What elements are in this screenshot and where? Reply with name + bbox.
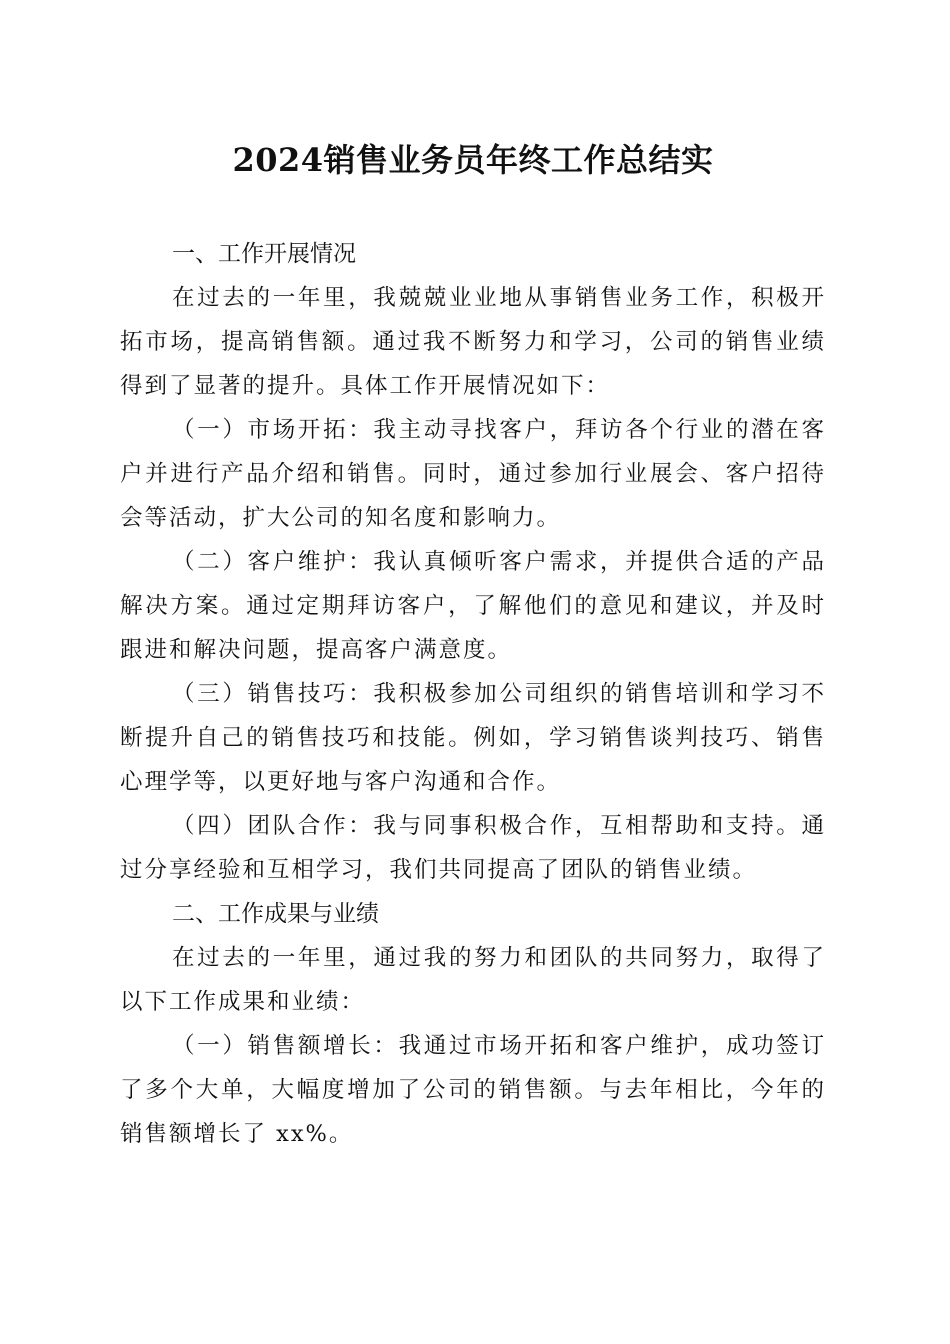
- section1-item-customer-maintenance: （二）客户维护：我认真倾听客户需求，并提供合适的产品解决方案。通过定期拜访客户，了解他们的意见和建议，并及时跟进和解决问题，提高客户满意度。: [120, 549, 826, 663]
- section1-item-teamwork: （四）团队合作：我与同事积极合作，互相帮助和支持。通过分享经验和互相学习，我们共同提高了团队的销售业绩。: [120, 813, 826, 883]
- document-title: 2024销售业务员年终工作总结实: [232, 141, 714, 179]
- section2-intro-paragraph: 在过去的一年里，通过我的努力和团队的共同努力，取得了以下工作成果和业绩：: [120, 945, 826, 1015]
- section2-item-sales-growth: （一）销售额增长：我通过市场开拓和客户维护，成功签订了多个大单，大幅度增加了公司的销售额。与去年相比，今年的销售额增长了 xx%。: [120, 1033, 826, 1147]
- document-page: [120, 138, 826, 1156]
- section1-intro-paragraph: 在过去的一年里，我兢兢业业地从事销售业务工作，积极开拓市场，提高销售额。通过我不断努力和学习，公司的销售业绩得到了显著的提升。具体工作开展情况如下：: [120, 285, 826, 399]
- section-heading-1: 一、工作开展情况: [172, 241, 356, 267]
- section1-item-sales-skills: （三）销售技巧：我积极参加公司组织的销售培训和学习不断提升自己的销售技巧和技能。例如，学习销售谈判技巧、销售心理学等，以更好地与客户沟通和合作。: [120, 681, 826, 795]
- section1-item-market-expansion: （一）市场开拓：我主动寻找客户，拜访各个行业的潜在客户并进行产品介绍和销售。同时，通过参加行业展会、客户招待会等活动，扩大公司的知名度和影响力。: [120, 417, 826, 531]
- section-heading-2: 二、工作成果与业绩: [172, 901, 379, 927]
